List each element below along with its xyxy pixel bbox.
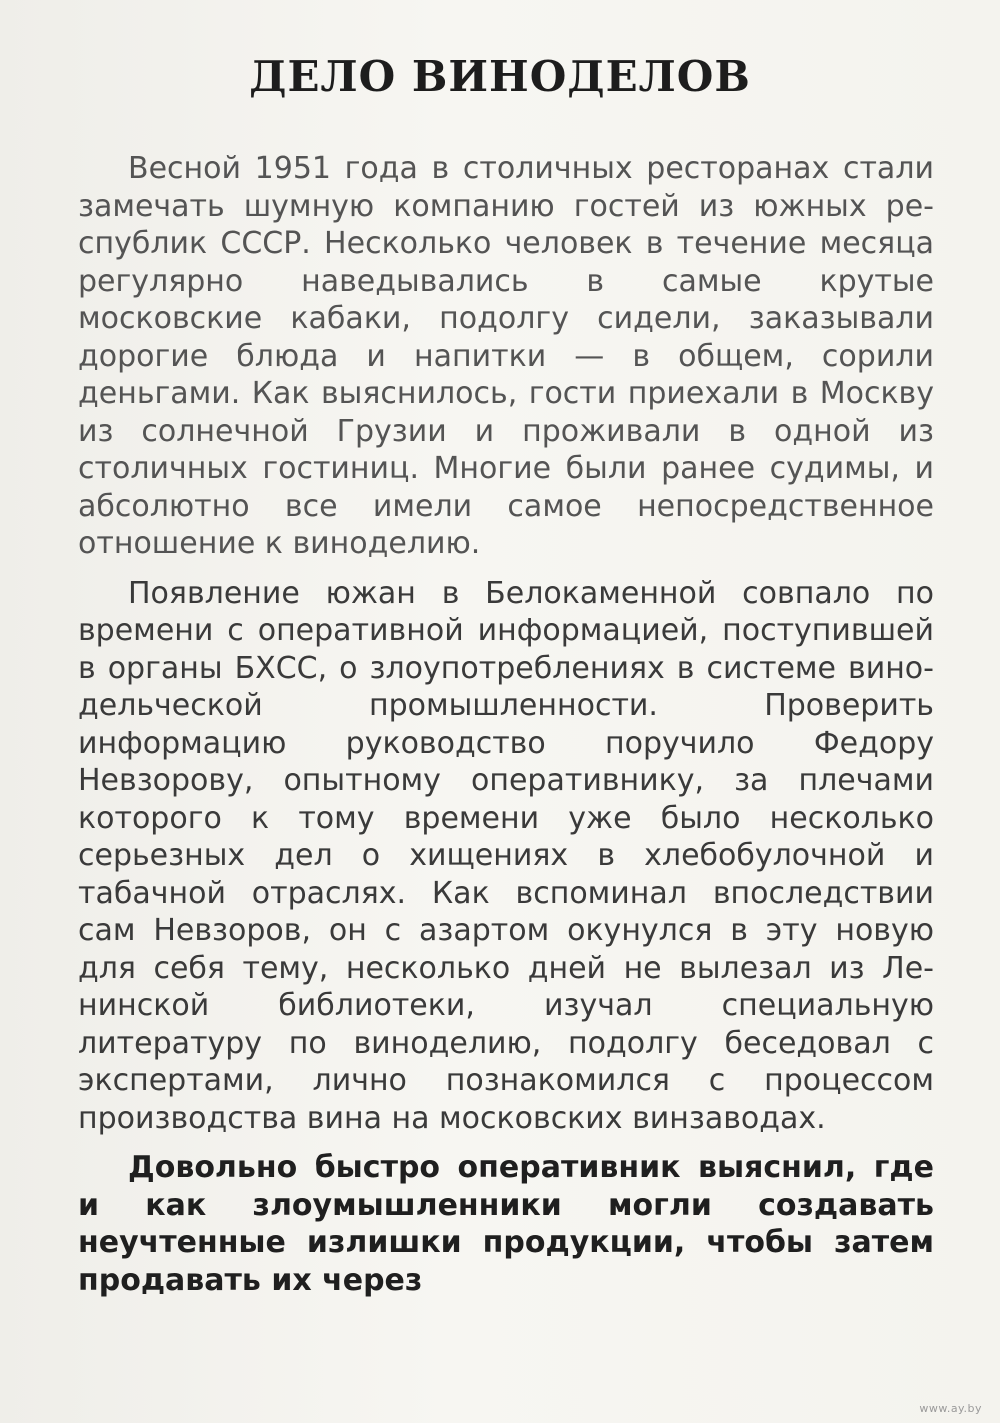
watermark-text: www.ay.by (919, 1402, 982, 1415)
paragraph-1: Весной 1951 года в столичных ресторанах стали замечать шумную компанию гостей из южных республик СССР. Несколько человек в течение месяца регулярно наведывались в самые крутые московские кабаки, подолгу сидели, заказывали дорогие блюда и напитки — в общем, сорили деньгами. Как выяснилось, гости приехали в Москву из солнечной Грузии и проживали в одной из столичных гостиниц. Многие были ранее судимы, и абсолютно все имели самое непосредственное отношение к виноделию. (78, 151, 934, 561)
body-text (78, 150, 934, 1311)
page-title: ДЕЛО ВИНОДЕЛОВ (249, 52, 751, 101)
paragraph-2: Появление южан в Белокаменной совпало по времени с оперативной информацией, поступившей в органы БХСС, о злоупотреблениях в системе винодельческой промышленности. Проверить информацию руководство поручило Федору Невзорову, опытному оперативнику, за плечами которого к тому времени уже было несколько серьезных дел о хищениях в хлебобулочной и табачной отраслях. Как вспоминал впоследствии сам Невзоров, он с азартом окунулся в эту новую для себя тему, несколько дней не вылезал из Ленинской библиотеки, изучал специальную литературу по виноделию, подолгу беседовал с экспертами, лично познакомился с процессом производства вина на московских винзаводах. (78, 575, 934, 1136)
paragraph-3: Довольно быстро оперативник выяснил, где и как злоумышленники могли создавать неучтенные излишки продукции, чтобы затем продавать их через (78, 1150, 934, 1298)
